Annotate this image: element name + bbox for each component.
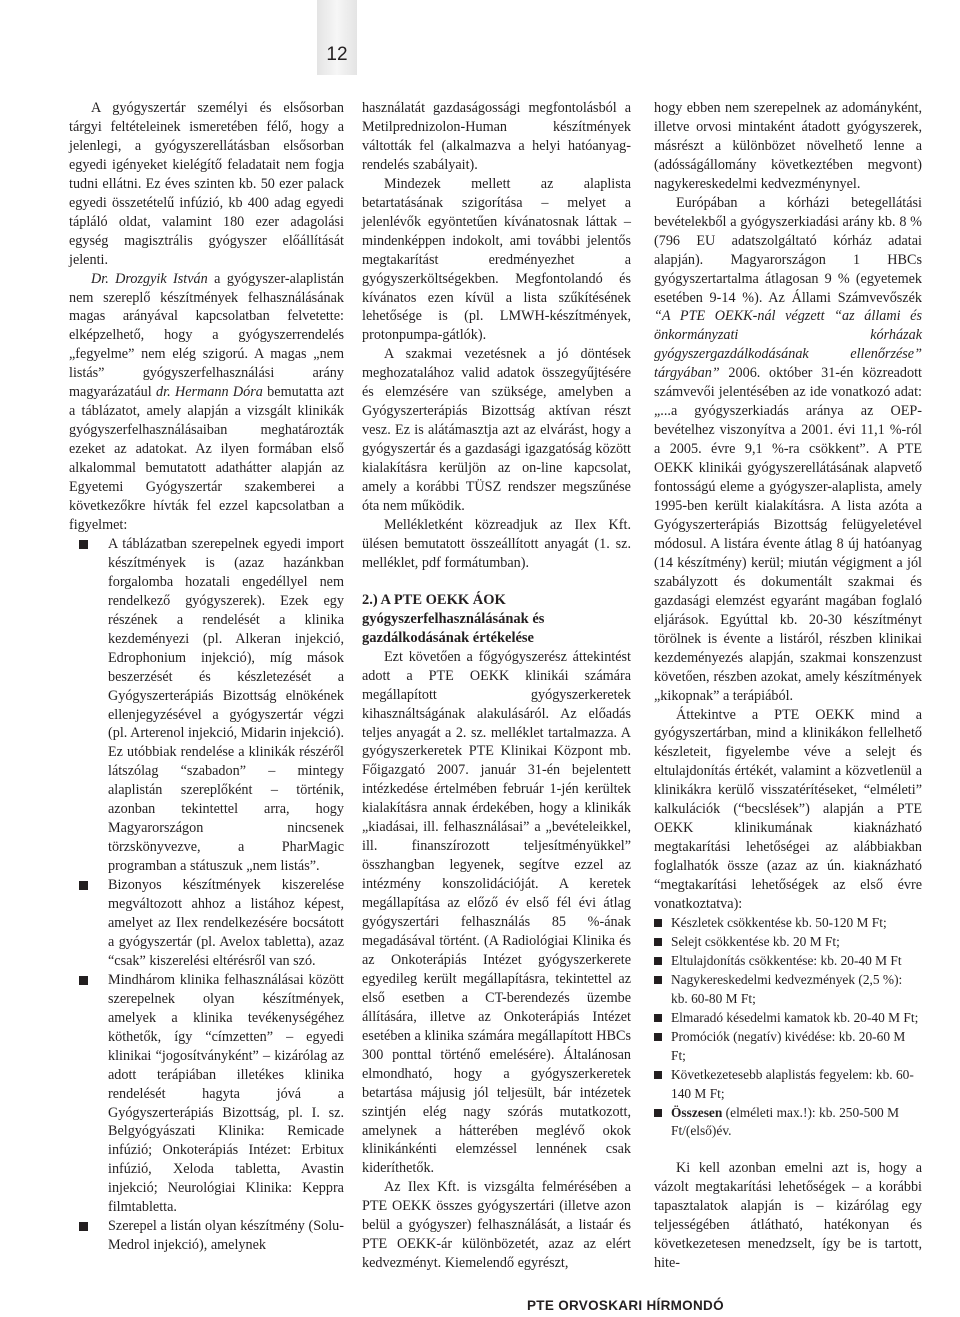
paragraph: Dr. Drozgyik István a gyógyszer-alaplistán nem szereplő készítmények felhasználásának magas arányával kapcsolatban felvetette: elképzelhető, hogy a gyógyszerrendelés „fegyelme” nem elég szigorú. A magas „nem listás” gyógyszerfelhasználási arány magyarázatául dr. Hermann Dóra bemutatta azt a táblázatot, amely alapján a vizsgált klinikák gyógyszerfelhasználásaiban meghatározták ezeket az adatokat. Az ilyen formában első alkalommal bemutatott adathátter alapján az Egyetemi Gyógyszertár szakemberei a következőkre hívták fel ezzel kapcsolatban a figyelmet: xyxy=(69,270,344,533)
list-item: Szerepel a listán olyan készítmény (Solu-Medrol injekció), amelynek xyxy=(69,1217,344,1255)
spacer xyxy=(362,573,631,591)
list-item-total: Összesen (elméleti max.!): kb. 250-500 M Ft/(első)év. xyxy=(654,1104,922,1142)
paragraph: hogy ebben nem szerepelnek az adományként, illetve orvosi mintaként átadott gyógyszerek, másrészt a különbözet növelhető lenne a (adósságállomány következtében megvont) nagykereskedelmi kedvezménynyel. xyxy=(654,100,922,192)
column-2 xyxy=(362,99,631,1273)
column-3 xyxy=(654,99,922,1273)
list-item: Készletek csökkentése kb. 50-120 M Ft; xyxy=(654,914,922,933)
paragraph: Az Ilex Kft. is vizsgálta felmérésében a PTE OEKK összes gyógyszertári (illetve azon belül a gyógyszer) felhasználását, a listaár és PTE OEKK-ár különbözetét, azaz az elért kedvezményt. Kiemelendő egyrészt, xyxy=(362,1179,631,1272)
footer-journal-name: PTE ORVOSKARI HÍRMONDÓ xyxy=(527,1298,724,1313)
paragraph: A szakmai vezetésnek a jó döntések meghozatalához valid adatok összegyűjtésére és elemzésére van szüksége, amelyben a Gyógyszerterápiás Bizottság aktívan részt vesz. Ez is alátámasztja azt az elvárást, hogy a gyógyszertár és a gazdasági igazgatóság között kialakításra kerüljön az on-line kapcsolat, amely a korábbi TÜSZ rendszer megszűnése óta nem működik. xyxy=(362,346,631,515)
list-item: Nagykereskedelmi kedvezmények (2,5 %): kb. 60-80 M Ft; xyxy=(654,971,922,1009)
paragraph: használatát gazdaságossági megfontolásból a Metilprednizolon-Human készítmények váltották fel (alkalmazva a helyi hatóanyag-rendelés szabályait). xyxy=(362,100,631,173)
paragraph: Európában a kórházi betegellátási bevételekből a gyógyszerkiadási arány kb. 8 % (796 EU adatszolgáltató kórház adatai alapján). Magyarországon 1 HBCs gyógyszertartalma átlagosan 9 % (egyetemek esetében 9-14 %). Az Állami Számvevőszék “A PTE OEKK-nál végzett “az állami és önkormányzati kórházak gyógyszergazdálkodásának ellenőrzése” tárgyában” 2006. október 31-én közreadott számvevői jelentésében az ide vonatkozó adat: „...a gyógyszerkiadás aránya az OEP-bevételhez viszonyítva a 2001. évi 11,1 %-ról a 2005. évre 9,1 %-ra csökkent”. A PTE OEKK klinikái gyógyszerellátásának alapvető fontosságú eleme a gyógyszer-alaplista, amely 1995-ben került kialakításra. A lista azóta a Gyógyszerterápiás Bizottság felügyeletével módosul. A listára évente átlag 8 új hatóanyag (14 készítmény) kerül; miután végigment a jól szabályzott és dokumentált szakmai és gazdasági elemzést egyaránt magában foglaló eljárások. Egyúttal kb. 20-30 készítményt törölnek is évente a listáról, részben klinikai kezdeményezés alapján, szakmai konszenzust követően, részben azokat, amely készítmények „kikopnak” a terápiából. xyxy=(654,194,922,704)
paragraph: Mindezek mellett az alaplista betartatásának szigorítása – melyet a jelenlévők egyöntetűen kívánatosnak láttak – mindenképpen indokolt, ami további jelentős megtakarítást eredményezhet a gyógyszerköltségekben. Megfontolandó és kívánatos ezen kívül a lista szűkítésének lehetősége is (pl. LMWH-készítmények, protonpumpa-gátlók). xyxy=(362,175,631,344)
report-title: “A PTE OEKK-nál végzett “az állami és önkormányzati kórházak gyógyszergazdálkodásának ellenőrzése” tárgyában” xyxy=(654,308,922,382)
paragraph: Ki kell azonban emelni azt is, hogy a vázolt megtakarítási lehetőségek – a korábbi tapasztalatok alapján is – kizárólag egy teljességében átlátható, hatékonyan és következetesen menedzselt, így be is tartott, hite- xyxy=(654,1160,922,1272)
column-1 xyxy=(69,99,344,1255)
list-item: Eltulajdonítás csökkentése: kb. 20-40 M Ft xyxy=(654,952,922,971)
list-item: Selejt csökkentése kb. 20 M Ft; xyxy=(654,933,922,952)
list-item: Mindhárom klinika felhasználásai között szerepelnek olyan készítmények, amelyek a klinika tevékenységéhez köthetők, így “címzetten” – egyedi klinikai “jogosítványként” – kizárólag az adott terápiában illetékes klinika rendelését hagyta jóvá a Gyógyszerterápiás Bizottság, pl. I. sz. Belgyógyászati Klinika: Remicade infúzió; Onkoterápiás Intézet: Erbitux infúzió, Xeloda tabletta, Avastin injekció; Neurológiai Klinika: Keppra filmtabletta. xyxy=(69,971,344,1217)
paragraph: A gyógyszertár személyi és elsősorban tárgyi feltételeinek ismeretében félő, hogy a jelenlegi, a gyógyszerellátásban elsősorban egyedi igényeket kielégítő feladatait nem fogja tudni ellátni. Ez éves szinten kb. 50 ezer palack egyedi összetételű infúzió, kb 400 adag egyedi tápláló oldat, valamint 180 ezer adagolási egység magisztrális gyógyszer előállítását jelenti. xyxy=(69,100,344,268)
bullet-list xyxy=(69,535,344,1255)
page-number: 12 xyxy=(326,44,348,65)
section-heading: 2.) A PTE OEKK ÁOK gyógyszerfelhasználásának és gazdálkodásának értékelése xyxy=(362,591,545,646)
spacer xyxy=(654,1141,922,1159)
list-item: Következetesebb alaplistás fegyelem: kb. 60-140 M Ft; xyxy=(654,1066,922,1104)
list-item: A táblázatban szerepelnek egyedi import készítmények is (azaz hazánkban forgalomba hozatali engedéllyel nem rendelkező gyógyszerek). Ezek egy részének a rendelését a klinika kezdeményezi (pl. Alkeran injekció, Edrophonium injekció), míg mások beszerzését és készletezését a Gyógyszerterápiás Bizottság elnökének ellenjegyzésével a gyógyszertár végzi (pl. Arterenol injekció, Midarin injekció). Ez utóbbiak rendelése a klinikák részéről látszólag “szabadon” – mintegy alaplistán szereplőként – történik, azonban tekintettel arra, hogy Magyarországon nincsenek törzskönyvezve, a PharMagic programban a státuszuk „nem listás”. xyxy=(69,535,344,876)
paragraph: Mellékletként közreadjuk az Ilex Kft. ülésen bemutatott összeállított anyagát (1. sz. melléklet, pdf formátumban). xyxy=(362,516,631,571)
paragraph: Ezt követően a főgyógyszerész áttekintést adott a PTE OEKK klinikái számára megállapított gyógyszerkeretek kihasználtságának alakulásáról. Az előadás teljes anyagát a 2. sz. melléklet tartalmazza. A gyógyszerkeretek PTE Klinikai Központ mb. Főigazgató 2007. január 31-én bejelentett intézkedése értelmében február 1-jén kerültek kialakításra annak érdekében, hogy a klinikák „kiadásai, ill. felhasználásai” a „bevételeikkel, ill. finanszírozott teljesítményükkel” összhangban legyenek, segítve ezzel az intézmény konszolidációját. A keretek megállapítása az előző év első fél évi átlag gyógyszertári felhasználás 85 %-ának megadásával történt. (A Radiológiai Klinika és az Onkoterápiás Intézet gyógyszerkerete egyedileg került megállapításra, tekintettel az első esetben a CT-berendezés üzembe állítására, illetve az Onkoterápiás Intézet esetében a klinika számára megállapított HBCs 300 ponttal történő emelésére). Általánosan elmondható, hogy a gyógyszerkeretek betartása májusig jól teljesült, bár intézetek szintjén elég nagy szórás mutatkozott, amelynek a hátterében meglévő okok klinikánkénti elemzéssel lennének csak kideríthetők. xyxy=(362,648,631,1177)
author-name: dr. Hermann Dóra xyxy=(156,384,263,401)
list-item: Bizonyos készítmények kiszerelése megváltozott ahhoz a listához képest, amelyet az Ilex rendelkezésére bocsátott a gyógyszertár (pl. Avelox tabletta), azaz “csak” kiszerelési eltérésről van szó. xyxy=(69,876,344,971)
list-item: Elmaradó késedelmi kamatok kb. 20-40 M Ft; xyxy=(654,1009,922,1028)
paragraph: Áttekintve a PTE OEKK mind a gyógyszertárban, mind a klinikákon fellelhető készleteit, figyelembe véve a selejt és eltulajdonítás értékét, valamint a közvetlenül a klinikákra kerülő visszatérítéseket, “elméleti” kalkulációk (“becslések”) alapján a PTE OEKK klinikumának kiaknázható megtakarítási lehetőségei az alábbiakban foglalhatók össze (azaz az ún. kiaknázható “megtakarítási lehetőségek az első évre vonatkoztatva): xyxy=(654,706,922,913)
list-item: Promóciók (negatív) kivédése: kb. 20-60 M Ft; xyxy=(654,1028,922,1066)
page-number-box xyxy=(317,0,357,75)
author-name: Dr. Drozgyik István xyxy=(91,270,208,287)
savings-list xyxy=(654,914,922,1141)
